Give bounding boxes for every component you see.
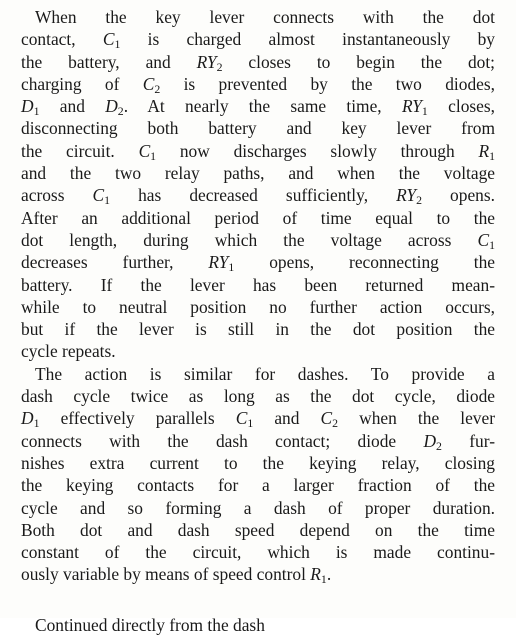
paragraph-1-line: the circuit. $C_1$ now discharges slowly through $R_1$ <box>21 140 495 163</box>
paragraph-2-line: ously variable by means of speed control $R_1$. <box>21 564 332 587</box>
paragraph-1-line: but if the lever is still in the dot position the <box>21 319 495 340</box>
paragraph-dot-cycle <box>21 6 495 363</box>
paragraph-1-line: the battery, and $RY_2$ closes to begin the dot; <box>21 51 496 74</box>
paragraph-1-line: dot length, during which the voltage across $C_1$ <box>21 229 495 252</box>
paragraph-1-line: When the key lever connects with the dot <box>35 7 495 27</box>
paragraph-1-line: cycle repeats. <box>21 341 116 362</box>
paragraph-1-line: across $C_1$ has decreased sufficiently, $RY_2$ opens. <box>21 185 495 208</box>
paragraph-1-line: decreases further, $RY_1$ opens, reconnecting the <box>21 252 496 275</box>
paragraph-2-line: constant of the circuit, which is made continu- <box>21 542 495 563</box>
paragraph-1-line: After an additional period of time equal to the <box>21 207 495 228</box>
paragraph-dash-cycle <box>21 363 495 586</box>
paragraph-1-line: $D_1$ and $D_2$. At nearly the same time, $RY_1$ closes, <box>21 96 495 119</box>
paragraph-1-line: while to neutral position no further action occurs, <box>21 296 495 317</box>
paragraph-2-line: $D_1$ effectively parallels $C_1$ and $C_2$ when the lever <box>21 408 496 431</box>
paragraph-1-line: contact, $C_1$ is charged almost instantaneously by <box>21 29 496 52</box>
cut-off-next-line <box>21 604 495 635</box>
text-column <box>21 6 495 586</box>
paragraph-2-line: The action is similar for dashes. To provide a <box>35 363 495 384</box>
paragraph-2-line: Both dot and dash speed depend on the time <box>21 519 495 540</box>
paragraph-2-line: connects with the dash contact; diode $D_2$ fur- <box>21 430 495 453</box>
paragraph-1-line: and the two relay paths, and when the voltage <box>21 163 495 184</box>
paragraph-2-line: the keying contacts for a larger fraction of the <box>21 475 495 496</box>
paragraph-1-line: battery. If the lever has been returned mean- <box>21 274 495 295</box>
paragraph-1-line: charging of $C_2$ is prevented by the two diodes, <box>21 73 495 96</box>
paragraph-2-line: cycle and so forming a dash of proper duration. <box>21 497 495 518</box>
paragraph-2-line: nishes extra current to the keying relay, closing <box>21 452 495 473</box>
cut-off-line-text: Continued directly from the dash <box>35 615 265 635</box>
paragraph-2-line: dash cycle twice as long as the dot cycle, diode <box>21 386 495 407</box>
paragraph-1-line: disconnecting both battery and key lever from <box>21 118 495 139</box>
